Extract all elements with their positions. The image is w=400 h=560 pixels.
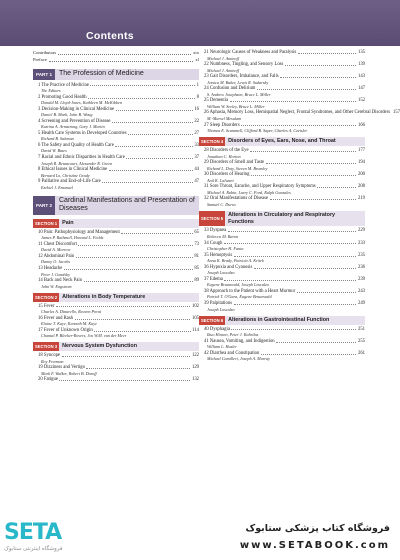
dot-leader — [280, 74, 356, 78]
toc-entry[interactable] — [199, 327, 365, 338]
dot-leader — [224, 241, 357, 245]
section-title: Alterations in Circulatory and Respiratory Functions — [228, 212, 336, 225]
chapter-authors: Michael J. Aminoff — [207, 55, 239, 61]
logo-mark: SETA — [4, 520, 62, 545]
chapter-authors: Rebecca M. Baron — [207, 233, 239, 239]
toc-entry[interactable] — [199, 172, 365, 183]
chapter-authors: Christopher H. Fanta — [207, 246, 244, 252]
chapter-authors: Joseph R. Betancourt, Alexander R. Green — [41, 160, 113, 166]
toc-entry[interactable] — [199, 228, 365, 239]
chapter-title: 35 Hemoptysis — [204, 252, 233, 258]
toc-entry[interactable] — [199, 196, 365, 207]
toc-entry[interactable] — [33, 230, 199, 241]
page-number: 249 — [357, 301, 365, 307]
chapter-authors: Daniel B. Mark, John B. Wong — [41, 112, 93, 118]
chapter-title: 36 Hypoxia and Cyanosis — [204, 264, 253, 270]
part-badge: PART 2 — [33, 196, 55, 215]
store-name: فروشگاه کتاب پزشکی ستابوک — [245, 523, 390, 534]
section-badge: SECTION 3 — [35, 344, 58, 350]
chapter-authors: Charles A. Dinarello, Reuven Porat — [41, 309, 102, 315]
front-matter-row[interactable] — [33, 50, 199, 56]
chapter-title: 24 Confusion and Delirium — [204, 86, 256, 92]
chapter-title: 22 Numbness, Tingling, and Sensory Loss — [204, 62, 284, 68]
chapter-title: 12 Abdominal Pain — [38, 253, 75, 259]
toc-entry[interactable] — [33, 83, 199, 94]
page-number: 16 — [194, 106, 199, 112]
front-matter-label: Contributors — [33, 50, 57, 55]
header-bar — [0, 0, 400, 46]
toc-entry[interactable] — [33, 254, 199, 265]
chapter-title: 5 Health Care Systems in Developed Countries — [38, 130, 127, 136]
dot-leader — [230, 98, 357, 102]
dot-leader — [231, 327, 356, 331]
toc-entry[interactable] — [199, 241, 365, 252]
front-matter-label: Preface — [33, 57, 47, 62]
page-number: 261 — [357, 350, 365, 356]
dot-leader — [116, 107, 193, 111]
dot-leader — [276, 339, 356, 343]
toc-entry[interactable] — [199, 86, 365, 97]
chapter-title: 30 Disorders of Hearing — [204, 172, 250, 178]
section-badge: SECTION 4 — [201, 139, 224, 145]
page-number: 132 — [191, 377, 199, 383]
part-title: The Profession of Medicine — [59, 70, 144, 77]
section-badge: SECTION 2 — [35, 294, 58, 300]
chapter-authors: The Editors — [41, 88, 61, 93]
toc-entry[interactable] — [33, 353, 199, 364]
toc-entry[interactable] — [199, 277, 365, 288]
section-badge: SECTION 1 — [35, 220, 58, 226]
page-number: 89 — [194, 278, 199, 284]
dot-leader — [75, 316, 191, 320]
chapter-authors: William W. Seeley, Bruce L. Miller — [207, 103, 265, 109]
toc-entry[interactable] — [199, 62, 365, 73]
section-title: Nervous System Dysfunction — [62, 343, 137, 350]
chapter-title: 17 Fever of Unknown Origin — [38, 327, 93, 333]
page-number: 122 — [191, 353, 199, 359]
toc-entry[interactable] — [33, 143, 199, 154]
toc-entry-row — [38, 377, 199, 383]
chapter-authors: Chantal P. Bleeker-Rovers, Jos W.M. van der Meer — [41, 333, 127, 339]
chapter-title: 8 Ethical Issues in Clinical Medicine — [38, 167, 108, 173]
dot-leader — [115, 143, 193, 147]
toc-entry[interactable] — [33, 316, 199, 327]
dot-leader — [266, 160, 357, 164]
dot-leader — [86, 365, 190, 369]
chapter-title: 10 Pain: Pathophysiology and Management — [38, 229, 120, 235]
chapter-title: 26 Aphasia, Memory Loss, Hemispatial Neglect, Frontal Syndromes, and Other Cerebral Disorders — [204, 110, 391, 116]
toc-entry[interactable] — [33, 167, 199, 178]
dot-leader — [109, 167, 193, 171]
chapter-title: 37 Edema — [204, 276, 223, 282]
chapter-authors: David W. Bates — [41, 148, 67, 154]
front-matter-row[interactable] — [33, 57, 199, 63]
section-block — [199, 211, 365, 312]
page-number: 236 — [357, 264, 365, 270]
chapter-title: 31 Sore Throat, Earache, and Upper Respiratory Symptoms — [204, 184, 316, 190]
chapter-title: 32 Oral Manifestations of Disease — [204, 196, 269, 202]
page-number: 208 — [357, 184, 365, 190]
dot-leader — [90, 83, 195, 87]
chapter-authors: Elaine T. Kaye, Kenneth M. Kaye — [41, 321, 97, 327]
dot-leader — [94, 328, 190, 332]
dot-leader — [234, 301, 357, 305]
dot-leader — [126, 155, 192, 159]
page-number: 1 — [196, 82, 199, 88]
dot-leader — [261, 351, 357, 355]
chapter-title: 23 Gait Disorders, Imbalance, and Falls — [204, 74, 279, 80]
chapter-title: 20 Fatigue — [38, 377, 58, 383]
page-number: 65 — [194, 229, 199, 235]
chapter-title: 42 Diarrhea and Constipation — [204, 350, 260, 356]
toc-entry[interactable] — [199, 123, 365, 134]
chapter-authors: Jessica M. Baker, Lewis R. Sudarsky — [207, 79, 269, 85]
page-number: 233 — [357, 240, 365, 246]
part-badge: PART 1 — [33, 69, 55, 80]
page-number: 139 — [357, 62, 365, 68]
chapter-title: 3 Decision-Making in Clinical Medicine — [38, 106, 115, 112]
chapter-title: 33 Dyspnea — [204, 228, 227, 234]
toc-entry[interactable] — [33, 328, 199, 339]
front-matter-page: xl — [195, 57, 199, 62]
chapter-authors: Joseph Loscalzo — [207, 270, 235, 276]
toc-entry[interactable] — [33, 95, 199, 106]
toc-entry[interactable] — [33, 107, 199, 118]
section-header — [33, 293, 199, 302]
chapter-authors: Ezekiel J. Emanuel — [41, 184, 73, 190]
chapter-authors: Bernard Lo, Christine Grady — [41, 172, 90, 178]
chapter-authors: Donald M. Lloyd-Jones, Kathleen M. McKibben — [41, 100, 122, 106]
toc-entry[interactable] — [199, 50, 365, 61]
page-number: 102 — [191, 303, 199, 309]
chapter-authors: Joseph Loscalzo — [207, 306, 235, 312]
dot-leader — [285, 62, 357, 66]
chapter-authors: Jonathan C. Horton — [207, 153, 241, 159]
page-number: 219 — [357, 196, 365, 202]
dot-leader — [257, 86, 357, 90]
toc-entry[interactable] — [199, 98, 365, 109]
chapter-title: 18 Syncope — [38, 353, 61, 359]
chapter-authors: Ikuo Hirano, Peter J. Kahrilas — [207, 332, 259, 337]
page-number: 129 — [191, 365, 199, 371]
dot-leader — [298, 50, 357, 54]
chapter-authors: Eugene Braunwald, Joseph Loscalzo — [207, 282, 269, 288]
chapter-title: 7 Racial and Ethnic Disparities in Health Care — [38, 155, 125, 161]
dot-leader — [224, 277, 356, 281]
part-header — [33, 69, 199, 80]
chapter-title: 13 Headache — [38, 266, 63, 271]
chapter-title: 25 Dementia — [204, 98, 229, 104]
section-badge: SECTION 5 — [199, 211, 225, 227]
section-block — [33, 293, 199, 339]
chapter-title: 39 Palpitations — [204, 301, 232, 307]
chapter-title: 34 Cough — [204, 240, 223, 246]
chapter-title: 1 The Practice of Medicine — [38, 82, 89, 88]
dot-leader — [270, 196, 357, 200]
part1-chapter-list — [33, 83, 199, 190]
dot-leader — [76, 254, 193, 258]
section-header — [33, 219, 199, 228]
store-url[interactable]: www.SETABOOK.com — [239, 540, 390, 551]
page-number: 73 — [194, 241, 199, 247]
chapter-authors: Anil K. Lalwani — [207, 177, 234, 183]
toc-entry[interactable] — [33, 119, 199, 130]
page-number: 22 — [194, 118, 199, 124]
chapter-authors: Michael Camilleri, Joseph A. Murray — [207, 356, 270, 362]
dot-leader — [56, 304, 190, 308]
toc-entry[interactable] — [33, 304, 199, 315]
toc-entry[interactable] — [199, 289, 365, 300]
section-header — [33, 342, 199, 351]
page-number: 166 — [357, 122, 365, 128]
chapter-title: 19 Dizziness and Vertigo — [38, 365, 85, 371]
toc-entry[interactable] — [199, 148, 365, 159]
chapter-title: 6 The Safety and Quality of Health Care — [38, 142, 114, 148]
section-title: Alterations in Body Temperature — [62, 293, 146, 300]
section-block — [33, 342, 199, 383]
chapter-title: 9 Palliative and End-of-Life Care — [38, 179, 101, 185]
page-number: 177 — [357, 148, 365, 154]
left-sections — [33, 219, 199, 383]
dot-leader — [121, 230, 193, 234]
left-column — [33, 50, 199, 385]
part-header — [33, 196, 199, 215]
chapter-authors: M.-Marsel Mesulam — [207, 115, 242, 121]
chapter-title: 21 Neurologic Causes of Weakness and Paralysis — [204, 50, 297, 55]
section-header — [199, 211, 365, 227]
chapter-authors: Katrina A. Armstrong, Gary J. Martin — [41, 124, 105, 130]
page-number: 81 — [194, 253, 199, 259]
chapter-authors: Thomas E. Scammell, Clifford B. Saper, Charles A. Czeisler — [207, 128, 308, 134]
chapter-authors: James P. Rathmell, Howard L. Fields — [41, 235, 104, 241]
page-number: 8 — [196, 94, 199, 100]
dot-leader — [254, 265, 357, 269]
page-number: 239 — [357, 276, 365, 282]
toc-entry[interactable] — [199, 265, 365, 276]
page-number: 200 — [357, 172, 365, 178]
toc-entry[interactable] — [33, 131, 199, 142]
section-block — [33, 219, 199, 289]
chapter-authors: Roy Freeman — [41, 358, 64, 364]
dot-leader — [250, 148, 356, 152]
section-title: Alterations in Gastrointestinal Function — [228, 316, 330, 323]
page-number: 235 — [357, 252, 365, 258]
toc-entry[interactable] — [199, 74, 365, 85]
logo-tagline: فروشگاه اینترنتی ستابوک — [4, 546, 63, 552]
section-badge: SECTION 6 — [201, 317, 224, 323]
chapter-title: 14 Back and Neck Pain — [38, 278, 82, 284]
seta-logo — [0, 518, 96, 560]
toc-entry[interactable] — [199, 110, 400, 121]
page-number: 47 — [194, 179, 199, 185]
chapter-authors: Michael J. Aminoff — [207, 67, 239, 73]
dot-leader — [317, 184, 356, 188]
dot-leader — [234, 253, 357, 257]
chapter-title: 28 Disorders of the Eye — [204, 148, 249, 154]
chapter-authors: Richard B. Saltman — [41, 136, 74, 142]
chapter-title: 29 Disorders of Smell and Taste — [204, 160, 265, 166]
page-number: 243 — [357, 288, 365, 294]
toc-entry[interactable] — [33, 365, 199, 376]
chapter-authors: William L. Hasler — [207, 344, 237, 350]
toc-entry[interactable] — [199, 351, 365, 362]
toc-entry[interactable] — [199, 160, 365, 171]
dot-leader — [84, 278, 193, 282]
dot-leader — [128, 131, 193, 135]
page-number: 114 — [192, 327, 199, 333]
section-title: Pain — [62, 219, 74, 226]
section-title: Disorders of Eyes, Ears, Nose, and Throat — [228, 138, 336, 145]
page-number: 194 — [357, 160, 365, 166]
chapter-authors: Patrick T. O'Gara, Eugene Braunwald — [207, 294, 272, 300]
dot-leader — [88, 95, 195, 99]
toc-entry[interactable] — [199, 253, 365, 264]
page-number: 251 — [357, 326, 365, 332]
section-header — [199, 316, 365, 325]
chapter-authors: John W. Engstrom — [41, 283, 72, 289]
dot-leader — [64, 266, 193, 270]
page-title: Contents — [86, 30, 134, 42]
toc-entry[interactable] — [33, 155, 199, 166]
chapter-authors: Richard L. Doty, Steven M. Bromley — [207, 165, 268, 171]
page-number: 157 — [393, 110, 400, 116]
dot-leader — [78, 242, 192, 246]
toc-entry[interactable] — [199, 301, 365, 312]
page-number: 27 — [194, 130, 199, 136]
page-number: 44 — [194, 167, 199, 173]
section-block — [199, 316, 365, 362]
page-number: 33 — [194, 142, 199, 148]
page-number: 105 — [191, 315, 199, 321]
dot-leader — [58, 50, 191, 55]
chapter-title: 15 Fever — [38, 303, 55, 309]
page-number: 37 — [194, 155, 199, 161]
chapter-authors: Michael A. Rubin, Larry C. Ford, Ralph Gonzales — [207, 189, 291, 195]
dot-leader — [102, 179, 193, 183]
page-number: 85 — [194, 266, 199, 271]
dot-leader — [241, 123, 356, 127]
page-number: 229 — [357, 228, 365, 234]
chapter-title: 4 Screening and Prevention of Disease — [38, 118, 111, 124]
toc-entry[interactable] — [33, 278, 199, 289]
chapter-authors: Mark F. Walker, Robert B. Daroff — [41, 370, 97, 376]
dot-leader — [297, 289, 357, 293]
page-number: 255 — [357, 338, 365, 344]
chapter-authors: Anna K. Brady, Patricia A. Kritek — [207, 258, 264, 264]
dot-leader — [228, 228, 357, 232]
chapter-authors: Peter J. Goadsby — [41, 271, 70, 277]
dot-leader — [59, 377, 190, 381]
section-block — [199, 137, 365, 207]
chapter-title: 38 Approach to the Patient with a Heart Murmur — [204, 288, 296, 294]
part-title: Cardinal Manifestations and Presentation of Diseases — [59, 196, 195, 213]
front-matter-page: xix — [193, 50, 199, 55]
chapter-title: 41 Nausea, Vomiting, and Indigestion — [204, 338, 275, 344]
toc-entry[interactable] — [33, 242, 199, 253]
section-header — [199, 137, 365, 146]
right-sections — [199, 137, 365, 361]
chapter-title: 2 Promoting Good Health — [38, 94, 87, 100]
chapter-title: 40 Dysphagia — [204, 326, 230, 332]
toc-entry[interactable] — [33, 266, 199, 277]
toc-entry[interactable] — [199, 184, 365, 195]
chapter-authors: S. Andrew Josephson, Bruce L. Miller — [207, 91, 271, 97]
page-number: 147 — [357, 86, 365, 92]
dot-leader — [251, 172, 357, 176]
dot-leader — [112, 119, 193, 123]
page-number: 143 — [357, 74, 365, 80]
toc-entry[interactable] — [199, 339, 365, 350]
chapter-authors: Samuel C. Durso — [207, 201, 236, 207]
dot-leader — [62, 353, 191, 357]
chapter-title: 27 Sleep Disorders — [204, 122, 240, 128]
dot-leader — [49, 57, 194, 62]
chapter-authors: Danny O. Jacobs — [41, 259, 70, 265]
toc-entry[interactable] — [33, 377, 199, 383]
page-number: 152 — [357, 98, 365, 104]
chapter-title: 16 Fever and Rash — [38, 315, 74, 321]
page-number: 135 — [357, 50, 365, 55]
chapter-title: 11 Chest Discomfort — [38, 241, 77, 247]
chapter-authors: David A. Morrow — [41, 247, 71, 253]
toc-entry[interactable] — [33, 179, 199, 190]
